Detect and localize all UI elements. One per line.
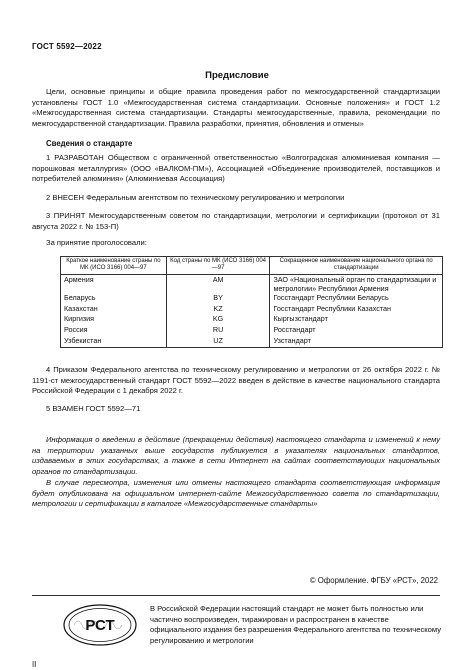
page-number: II [32, 660, 37, 669]
rst-seal-logo [60, 602, 140, 648]
body-cell: Росстандарт [270, 325, 443, 336]
table-row [61, 293, 443, 304]
item-5-replaces: 5 ВЗАМЕН ГОСТ 5592—71 [46, 404, 141, 413]
italic-note-revision: В случае пересмотра, изменения или отмены настоящего стандарта соответствующая информация будет опубликована на официальном интернет-сайте Межгосударственного совета по стандартизации, метрологии и сертификации в каталоге «Межгосударственные стандарты» [32, 478, 440, 509]
country-cell: Киргизия [61, 314, 167, 325]
item-1-developed: 1 РАЗРАБОТАН Обществом с ограниченной ответственностью «Волгоградская алюминиевая компания — порошковая металлургия» (ООО «ВАЛКОМ-ПМ»), Ассоциацией «Объединение производителей, поставщиков и потребителей алюминия» (Алюминиевая Ассоциация) [32, 153, 440, 184]
table-row [61, 314, 443, 325]
table-row [61, 325, 443, 336]
code-cell: KZ [166, 304, 270, 315]
column-header-body: Сокращенное наименование национального органа по стандартизации [270, 257, 443, 275]
document-code: ГОСТ 5592—2022 [32, 42, 102, 51]
item-4-enacted: 4 Приказом Федерального агентства по техническому регулированию и метрологии от 26 октября 2022 г. № 1191-ст межгосударственный стандарт ГОСТ 5592—2022 введен в действие в качестве национального стандарта Российской Федерации с 1 декабря 2022 г. [32, 365, 440, 396]
country-cell: Казахстан [61, 304, 167, 315]
column-header-code: Код страны по МК (ИСО 3166) 004—97 [166, 257, 270, 275]
reproduction-notice: В Российской Федерации настоящий стандарт не может быть полностью или частично воспроизведен, тиражирован и распространен в качестве официального издания без разрешения Федерального агентства по техническому регулированию и метрологии [150, 604, 442, 645]
code-cell: KG [166, 314, 270, 325]
country-cell: Беларусь [61, 293, 167, 304]
table-row [61, 304, 443, 315]
body-cell: Кыргызстандарт [270, 314, 443, 325]
seal-letters: РСТ [85, 617, 115, 634]
intro-paragraph: Цели, основные принципы и общие правила проведения работ по межгосударственной стандартизации установлены ГОСТ 1.0 «Межгосударственная система стандартизации. Основные положения» и ГОСТ 1.2 «Межгосударственная система стандартизации. Стандарты межгосударственные, правила, рекомендации по межгосударственной стандартизации. Правила разработки, принятия, обновления и отмены» [32, 87, 440, 129]
code-cell: BY [166, 293, 270, 304]
info-heading: Сведения о стандарте [46, 139, 133, 148]
body-cell: Госстандарт Республики Беларусь [270, 293, 443, 304]
body-cell: Узстандарт [270, 336, 443, 347]
voting-table [60, 256, 443, 348]
item-2-submitted: 2 ВНЕСЕН Федеральным агентством по техническому регулированию и метрологии [46, 193, 345, 202]
body-cell: ЗАО «Национальный орган по стандартизации и метрологии» Республики Армения [270, 274, 443, 293]
copyright-line: © Оформление. ФГБУ «РСТ», 2022 [309, 576, 438, 585]
country-cell: Армения [61, 274, 167, 293]
adopted-label: За принятие проголосовали: [46, 238, 147, 247]
country-cell: Россия [61, 325, 167, 336]
table-row [61, 274, 443, 293]
divider [32, 595, 440, 596]
code-cell: AM [166, 274, 270, 293]
table-header-row [61, 257, 443, 275]
item-3-adopted: 3 ПРИНЯТ Межгосударственным советом по стандартизации, метрологии и сертификации (протокол от 31 августа 2022 г. № 153-П) [32, 211, 440, 231]
code-cell: UZ [166, 336, 270, 347]
italic-note-publication: Информация о введении в действие (прекращении действия) настоящего стандарта и изменений к нему на территории указанных выше государств публикуется в указателях национальных стандартов, издаваемых в этих государствах, а также в сети Интернет на сайтах соответствующих национальных органов по стандартизации. [32, 435, 440, 477]
column-header-country: Краткое наименование страны по МК (ИСО 3166) 004—97 [61, 257, 167, 275]
table-row [61, 336, 443, 347]
code-cell: RU [166, 325, 270, 336]
body-cell: Госстандарт Республики Казахстан [270, 304, 443, 315]
page-title: Предисловие [205, 70, 269, 81]
country-cell: Узбекистан [61, 336, 167, 347]
